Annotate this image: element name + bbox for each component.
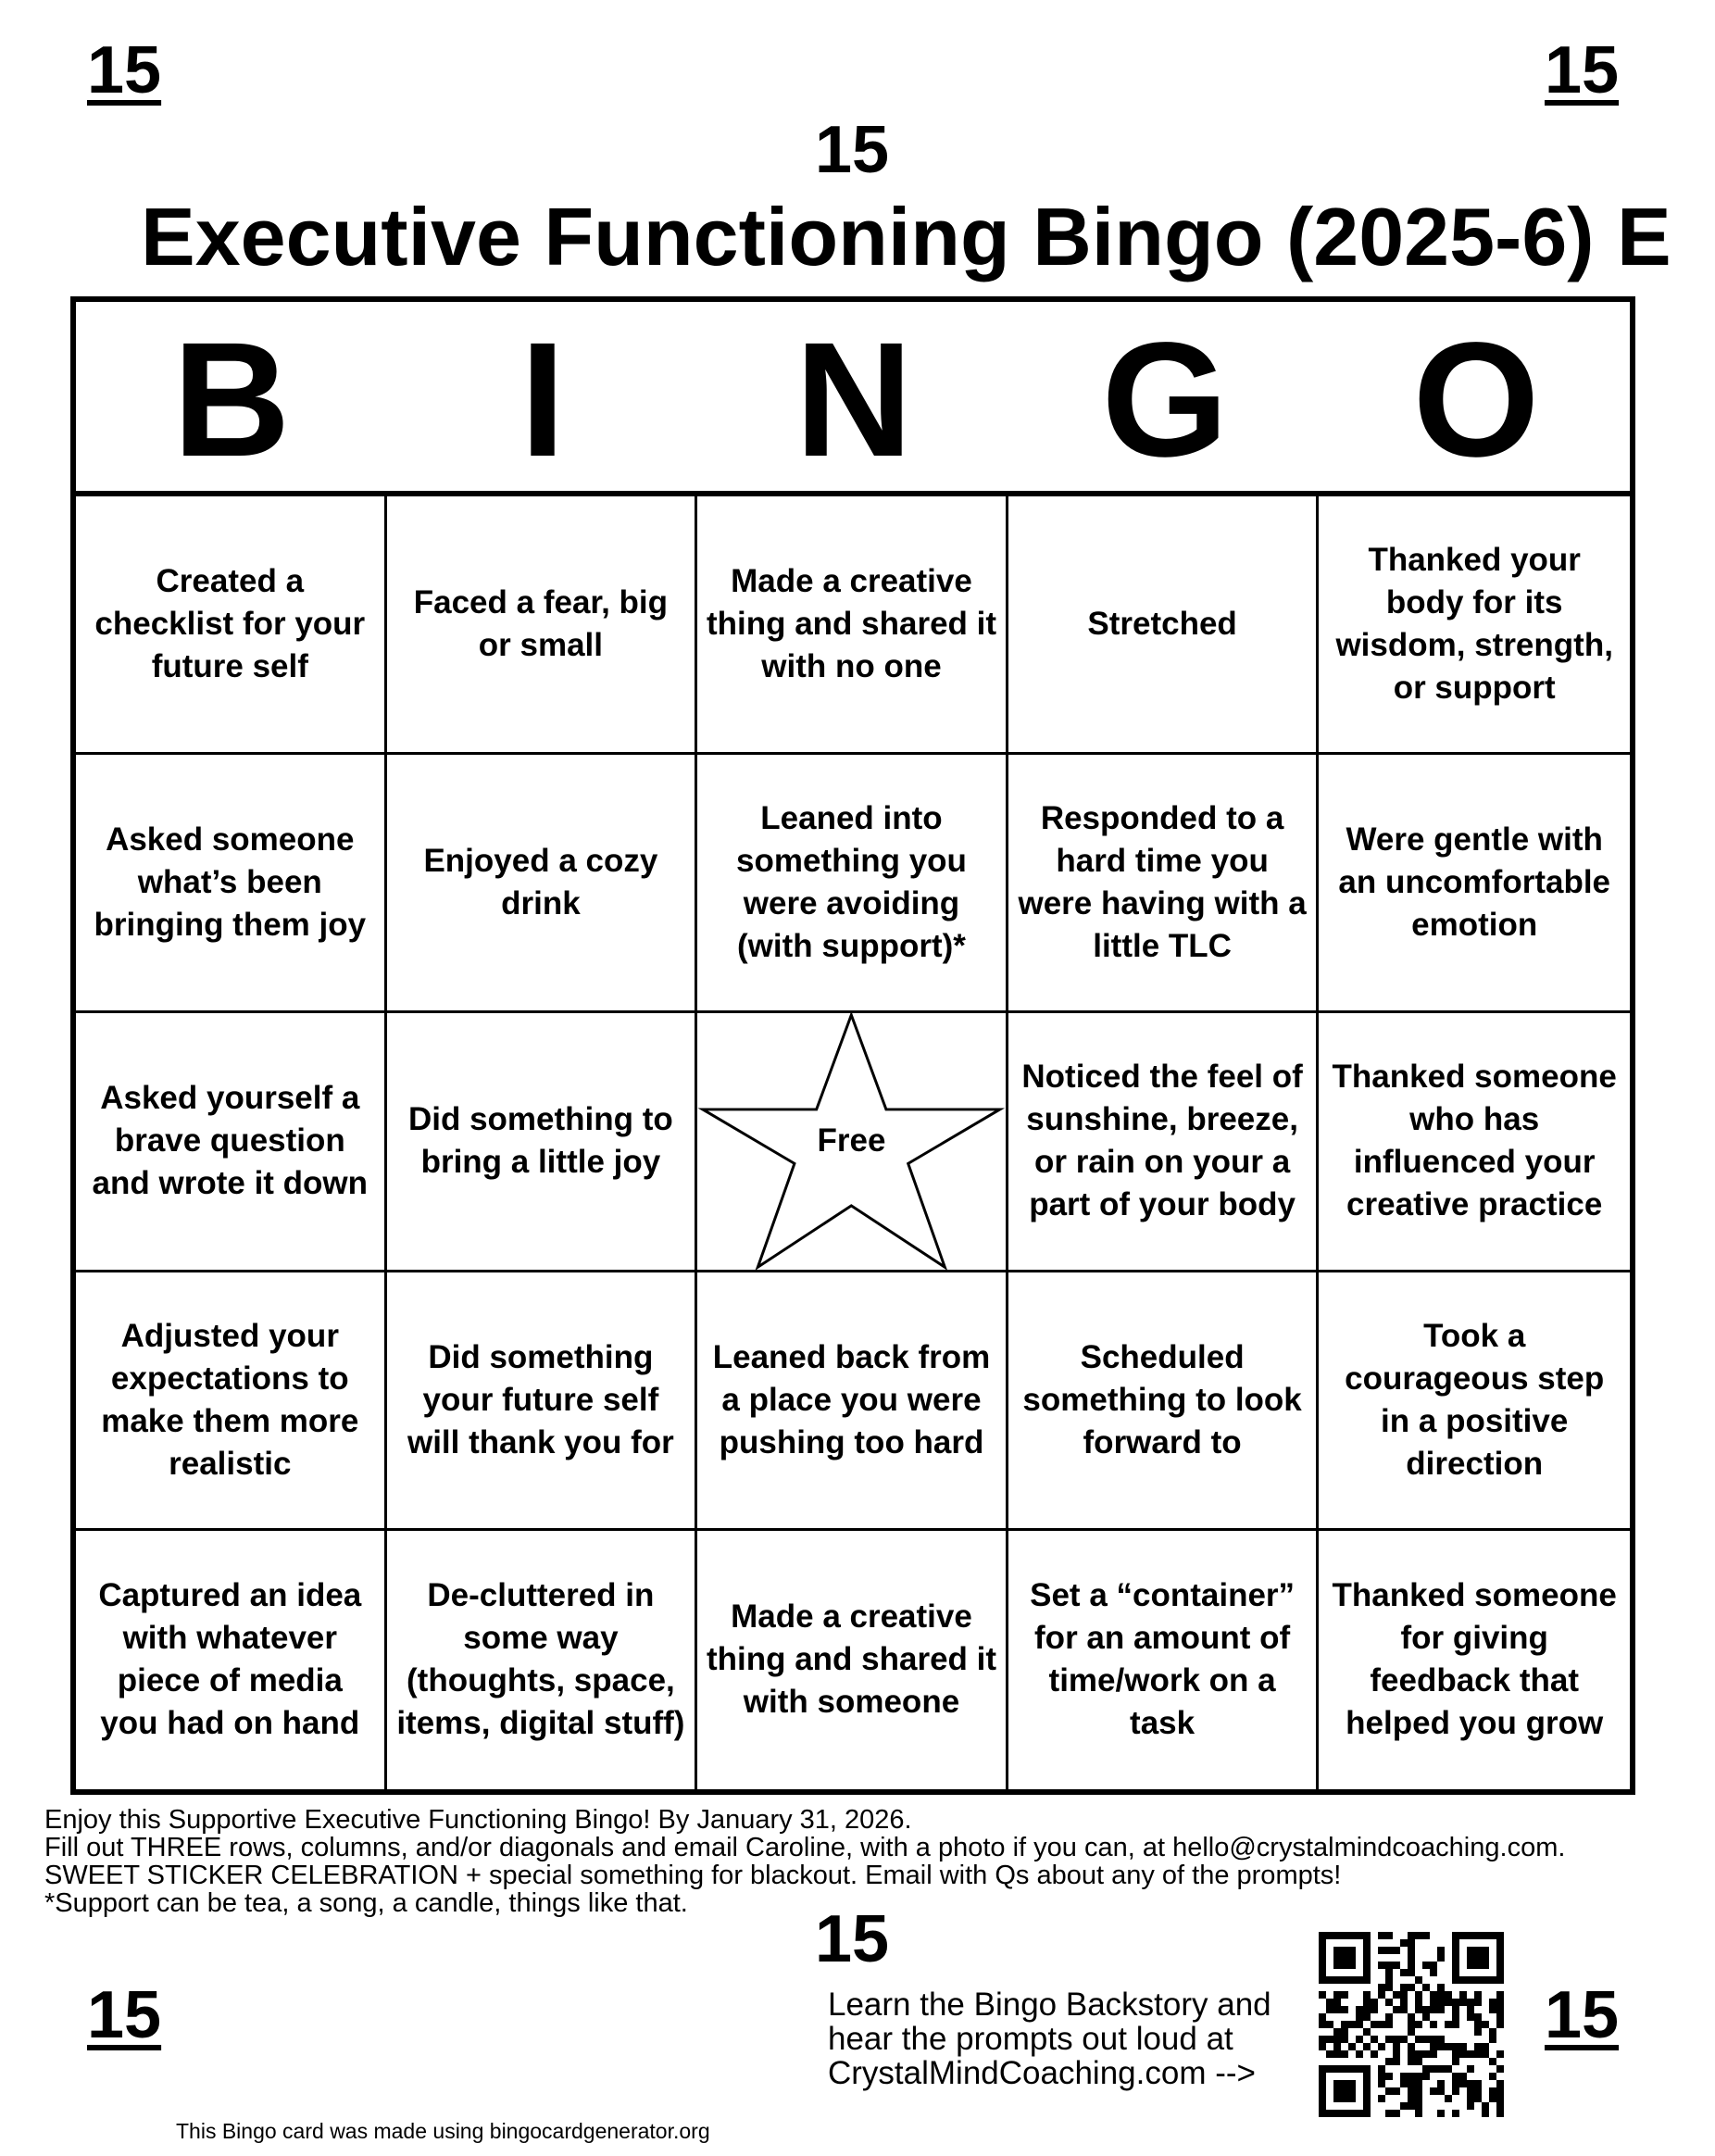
cell-text: De-cluttered in some way (thoughts, space, items, digital stuff) bbox=[396, 1577, 685, 1742]
cell-text: Did something to bring a little joy bbox=[407, 1101, 673, 1181]
bingo-grid bbox=[76, 496, 1630, 1789]
bingo-cell bbox=[76, 1013, 387, 1272]
card-number-bottom: 15 bbox=[815, 1902, 890, 1976]
header-letter-i: I bbox=[520, 309, 566, 491]
bingo-cell bbox=[76, 1272, 387, 1531]
cell-text: Set a “container” for an amount of time/work on a task bbox=[1030, 1577, 1296, 1742]
generator-credit: This Bingo card was made using bingocardgenerator.org bbox=[176, 2119, 710, 2143]
header-letter-g: G bbox=[1101, 309, 1229, 491]
bingo-cell bbox=[387, 755, 698, 1013]
corner-number-top-right: 15 bbox=[1545, 33, 1620, 107]
bingo-cell bbox=[387, 1272, 698, 1531]
backstory-note bbox=[828, 1987, 1271, 2090]
bingo-cell bbox=[697, 755, 1008, 1013]
bingo-cell bbox=[697, 496, 1008, 755]
bingo-cell bbox=[387, 1013, 698, 1272]
bingo-cell bbox=[1319, 1531, 1630, 1789]
bingo-cell bbox=[1008, 496, 1320, 755]
cell-text: Thanked someone who has influenced your creative practice bbox=[1332, 1059, 1617, 1223]
bingo-cell bbox=[387, 1531, 698, 1789]
instruction-line: Enjoy this Supportive Executive Functioning Bingo! By January 31, 2026. bbox=[44, 1805, 912, 1835]
bingo-cell bbox=[387, 496, 698, 755]
bingo-cell bbox=[1008, 1531, 1320, 1789]
cell-text: Took a courageous step in a positive direction bbox=[1345, 1317, 1605, 1482]
header-letter-o: O bbox=[1412, 309, 1540, 491]
cell-text: Made a creative thing and shared it with someone bbox=[706, 1598, 997, 1721]
corner-number-top-left: 15 bbox=[87, 33, 162, 107]
free-label: Free bbox=[817, 1122, 886, 1159]
cell-text: Faced a fear, big or small bbox=[413, 584, 669, 664]
cell-text: Asked someone what’s been bringing them joy bbox=[94, 821, 367, 944]
bingo-cell bbox=[1319, 1272, 1630, 1531]
bingo-header-row bbox=[76, 302, 1630, 496]
backstory-line: Learn the Bingo Backstory and bbox=[828, 1987, 1271, 2023]
bingo-cell bbox=[1319, 755, 1630, 1013]
cell-text: Scheduled something to look forward to bbox=[1022, 1338, 1302, 1460]
bingo-cell bbox=[697, 1272, 1008, 1531]
bingo-cell bbox=[1319, 496, 1630, 755]
bingo-card bbox=[70, 296, 1635, 1795]
qr-code-icon bbox=[1319, 1932, 1504, 2117]
bingo-cell bbox=[1008, 1013, 1320, 1272]
instruction-line: *Support can be tea, a song, a candle, things like that. bbox=[44, 1888, 688, 1918]
cell-text: Asked yourself a brave question and wrote it down bbox=[92, 1080, 369, 1202]
cell-text: Leaned into something you were avoiding (with support)* bbox=[736, 800, 967, 965]
bingo-cell bbox=[1008, 1272, 1320, 1531]
backstory-link[interactable]: CrystalMindCoaching.com --> bbox=[828, 2055, 1256, 2091]
corner-number-bottom-left: 15 bbox=[87, 1978, 162, 2052]
cell-text: Noticed the feel of sunshine, breeze, or rain on your a part of your body bbox=[1021, 1059, 1303, 1223]
cell-text: Enjoyed a cozy drink bbox=[423, 843, 658, 922]
cell-text: Captured an idea with whatever piece of media you had on hand bbox=[98, 1577, 362, 1742]
instruction-line: SWEET STICKER CELEBRATION + special something for blackout. Email with Qs about any of the prompts! bbox=[44, 1861, 1342, 1890]
bingo-cell bbox=[1319, 1013, 1630, 1272]
corner-number-bottom-right: 15 bbox=[1545, 1978, 1620, 2052]
card-number-top: 15 bbox=[815, 113, 890, 187]
instructions bbox=[44, 1806, 1565, 1917]
cell-text: Adjusted your expectations to make them more realistic bbox=[101, 1317, 359, 1482]
cell-text: Created a checklist for your future self bbox=[94, 563, 366, 685]
cell-text: Were gentle with an uncomfortable emotion bbox=[1338, 821, 1611, 944]
page-title: Executive Functioning Bingo (2025-6) E bbox=[141, 191, 1671, 282]
bingo-cell bbox=[1008, 755, 1320, 1013]
backstory-line: hear the prompts out loud at bbox=[828, 2021, 1233, 2057]
cell-text: Made a creative thing and shared it with no one bbox=[706, 563, 997, 685]
free-space bbox=[697, 1013, 1008, 1272]
cell-text: Thanked someone for giving feedback that helped you grow bbox=[1332, 1577, 1617, 1742]
cell-text: Stretched bbox=[1087, 606, 1237, 643]
bingo-cell bbox=[697, 1531, 1008, 1789]
bingo-cell bbox=[76, 1531, 387, 1789]
header-letter-b: B bbox=[172, 309, 291, 491]
cell-text: Responded to a hard time you were having with a little TLC bbox=[1018, 800, 1307, 965]
header-letter-n: N bbox=[795, 309, 913, 491]
bingo-cell bbox=[76, 755, 387, 1013]
cell-text: Did something your future self will thank you for bbox=[407, 1338, 674, 1460]
cell-text: Leaned back from a place you were pushing too hard bbox=[712, 1338, 991, 1460]
instruction-line: Fill out THREE rows, columns, and/or diagonals and email Caroline, with a photo if you can, at hello@crystalmindcoaching.com. bbox=[44, 1833, 1566, 1862]
cell-text: Thanked your body for its wisdom, strength, or support bbox=[1335, 542, 1613, 707]
bingo-cell bbox=[76, 496, 387, 755]
